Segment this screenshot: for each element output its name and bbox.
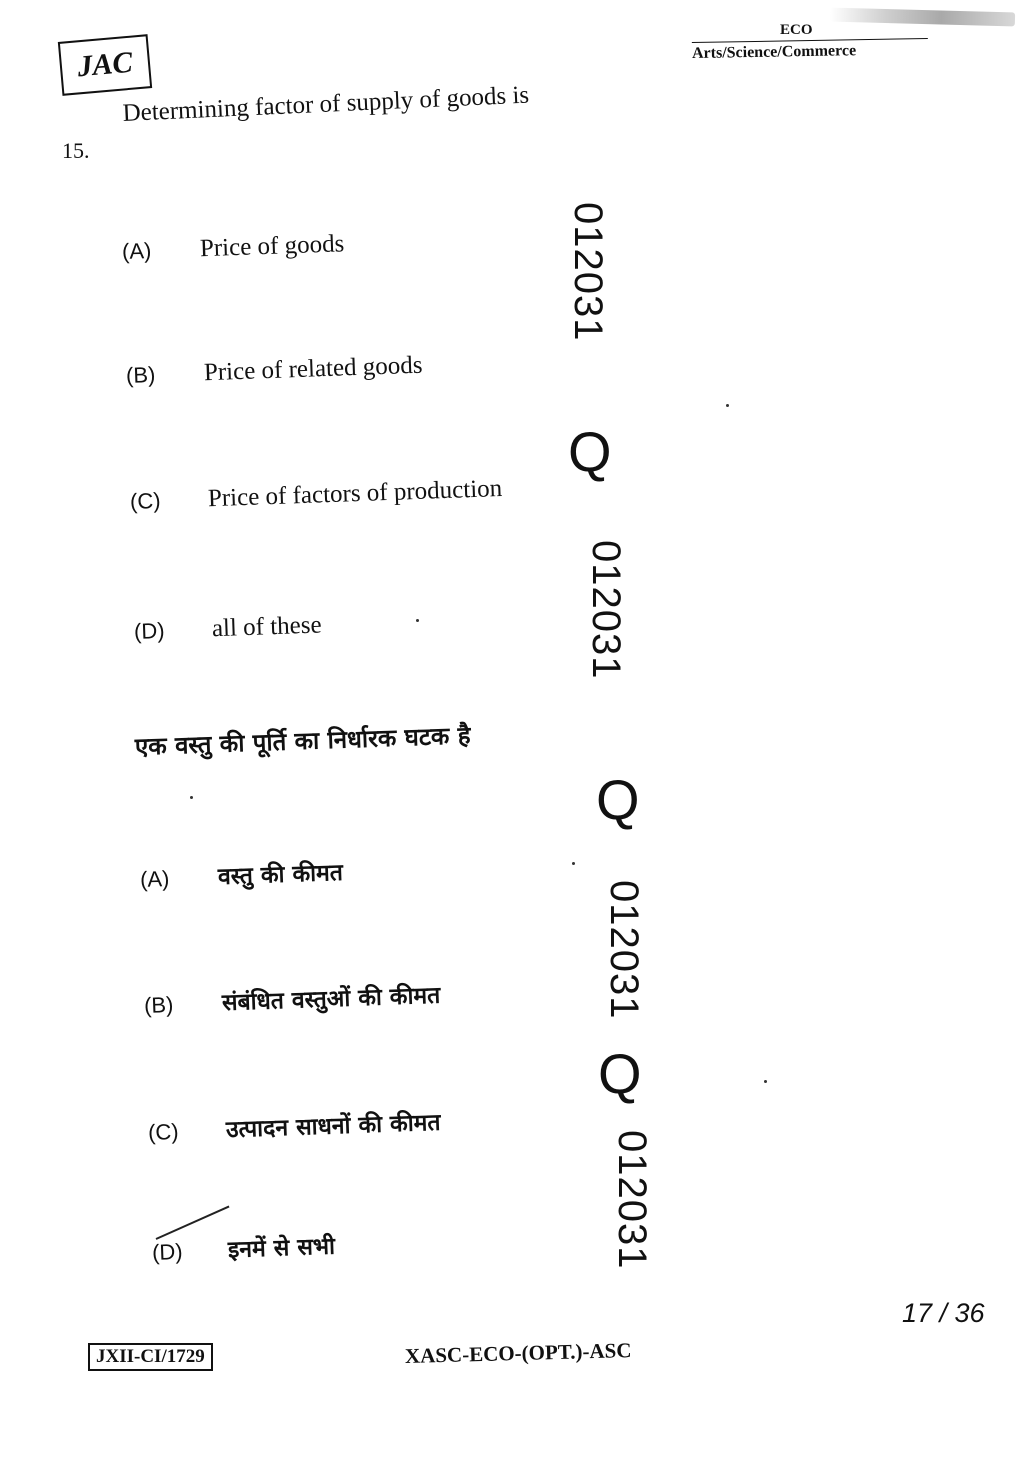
question-text-hindi: एक वस्तु की पूर्ति का निर्धारक घटक है [134, 721, 471, 761]
watermark-letter: Q [568, 420, 612, 483]
watermark-code: 012031 [584, 540, 628, 680]
option-text: Price of factors of production [207, 475, 503, 513]
option-label: (D) [133, 617, 165, 644]
option-text: Price of goods [199, 230, 345, 263]
option-hi-c [147, 1105, 441, 1147]
scan-speck [190, 796, 193, 799]
option-text: Price of related goods [203, 351, 423, 387]
option-label: (C) [147, 1118, 180, 1145]
booklet-code: JXII-CI/1729 [88, 1343, 213, 1371]
question-number: 15. [62, 138, 90, 163]
option-text: उत्पादन साधनों की कीमत [225, 1109, 441, 1144]
scan-smudge [830, 8, 1015, 27]
watermark-code: 012031 [610, 1130, 654, 1270]
scan-speck [416, 619, 419, 622]
stream-label: Arts/Science/Commerce [692, 38, 928, 63]
option-label: (A) [121, 237, 152, 264]
option-text: इनमें से सभी [227, 1233, 336, 1264]
option-text: संबंधित वस्तुओं की कीमत [221, 982, 441, 1017]
option-label: (A) [139, 865, 170, 892]
option-text: all of these [211, 611, 323, 643]
board-logo-badge [58, 34, 152, 96]
option-text: वस्तु की कीमत [217, 859, 344, 891]
scan-speck [726, 404, 729, 407]
watermark-letter: Q [596, 768, 640, 831]
watermark-code: 012031 [566, 202, 610, 342]
option-en-b [126, 352, 423, 390]
option-en-d [134, 611, 323, 646]
option-hi-d [151, 1229, 335, 1267]
watermark-letter: Q [598, 1042, 642, 1105]
option-label: (B) [125, 361, 156, 388]
paper-code: XASC-ECO-(OPT.)-ASC [404, 1338, 632, 1368]
subject-code: ECO [780, 22, 813, 38]
scan-speck [764, 1080, 767, 1083]
option-hi-a [139, 855, 343, 894]
page-number: 17 / 36 [902, 1298, 985, 1328]
option-en-a [122, 230, 345, 266]
option-hi-b [143, 978, 440, 1020]
board-logo-text: JAC [76, 45, 134, 84]
question-text-english: Determining factor of supply of goods is [122, 81, 530, 127]
option-en-c [130, 475, 503, 516]
watermark-code: 012031 [602, 880, 646, 1020]
option-label: (B) [143, 991, 174, 1018]
scan-speck [572, 862, 575, 865]
option-label: (D) [151, 1238, 184, 1265]
option-label: (C) [129, 487, 161, 514]
